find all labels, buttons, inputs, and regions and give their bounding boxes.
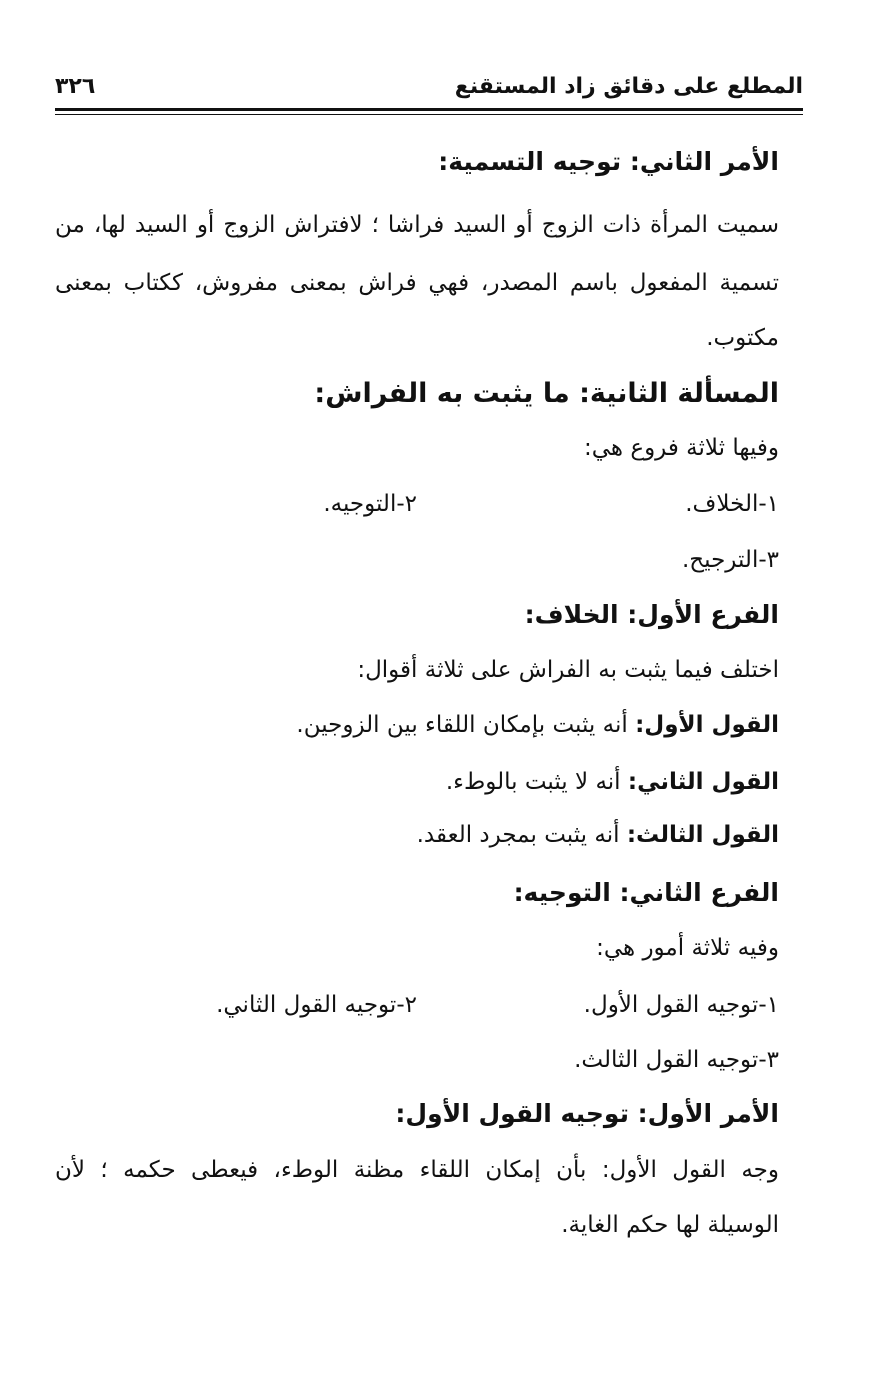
list-item: ٢-توجيه القول الثاني. xyxy=(216,992,417,1018)
paragraph-line: وجه القول الأول: بأن إمكان اللقاء مظنة الوطء، فيعطى حكمه ؛ لأن xyxy=(55,1157,779,1183)
opinion-text: أنه يثبت بإمكان اللقاء بين الزوجين. xyxy=(296,712,628,738)
branch-heading: الفرع الأول: الخلاف: xyxy=(524,600,779,629)
list-item: ١-توجيه القول الأول. xyxy=(583,992,779,1018)
running-header xyxy=(55,70,803,110)
paragraph-line: الوسيلة لها حكم الغاية. xyxy=(561,1212,779,1238)
list-item: ٣-الترجيح. xyxy=(681,547,779,573)
opinion-line xyxy=(296,705,779,745)
branch-heading: الفرع الثاني: التوجيه: xyxy=(513,878,779,907)
list-item: ٢-التوجيه. xyxy=(323,491,417,517)
issue-heading: المسألة الثانية: ما يثبت به الفراش: xyxy=(314,378,779,409)
opinion-label: القول الثاني: xyxy=(627,769,779,795)
intro-line: اختلف فيما يثبت به الفراش على ثلاثة أقوال: xyxy=(357,657,779,683)
paragraph-line: سميت المرأة ذات الزوج أو السيد فراشا ؛ لافتراش الزوج أو السيد لها، من xyxy=(55,212,779,238)
header-rule-thick xyxy=(55,108,803,111)
intro-line: وفيها ثلاثة فروع هي: xyxy=(583,435,779,461)
book-title: المطلع على دقائق زاد المستقنع xyxy=(454,74,803,99)
page-number: ٣٢٦ xyxy=(55,74,96,99)
header-rule-thin xyxy=(55,114,803,115)
opinion-line xyxy=(446,762,779,802)
opinion-line xyxy=(417,815,779,855)
opinion-text: أنه لا يثبت بالوطء. xyxy=(445,769,621,795)
section-heading: الأمر الأول: توجيه القول الأول: xyxy=(395,1099,779,1128)
list-item: ٣-توجيه القول الثالث. xyxy=(574,1047,779,1073)
opinion-label: القول الثالث: xyxy=(626,822,779,848)
opinion-text: أنه يثبت بمجرد العقد. xyxy=(416,822,620,848)
paragraph-line: مكتوب. xyxy=(706,325,779,351)
section-heading: الأمر الثاني: توجيه التسمية: xyxy=(438,147,779,176)
intro-line: وفيه ثلاثة أمور هي: xyxy=(596,935,779,961)
opinion-label: القول الأول: xyxy=(635,712,779,738)
list-item: ١-الخلاف. xyxy=(685,491,779,517)
paragraph-line: تسمية المفعول باسم المصدر، فهي فراش بمعنى مفروش، ككتاب بمعنى xyxy=(55,270,779,296)
